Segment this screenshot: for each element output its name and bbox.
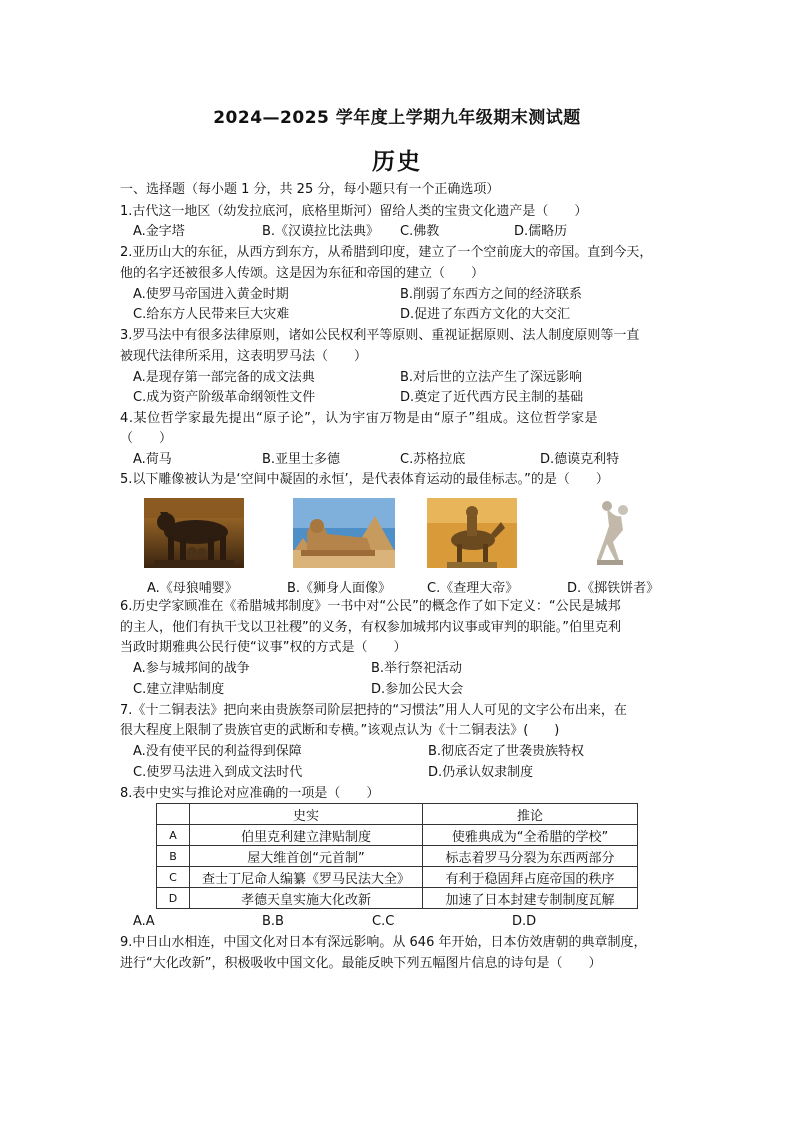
question-5-option-c: C.《查理大帝》 — [427, 581, 519, 596]
question-1-option-b: B.《汉谟拉比法典》 — [262, 224, 380, 239]
table-cell: 屋大维首创“元首制” — [190, 846, 423, 867]
question-4-option-a: A.荷马 — [133, 452, 172, 467]
question-5-option-a: A.《母狼哺婴》 — [147, 581, 238, 596]
question-2-option-b: B.削弱了东西方之间的经济联系 — [400, 287, 583, 302]
table-cell: A — [157, 825, 190, 846]
table-header: 推论 — [423, 804, 638, 825]
question-3-option-b: B.对后世的立法产生了深远影响 — [400, 370, 583, 385]
table-cell: 加速了日本封建专制制度瓦解 — [423, 888, 638, 909]
question-7-option-b: B.彻底否定了世袭贵族特权 — [428, 744, 585, 759]
question-9-stem-2: 进行“大化改新”，积极吸收中国文化。最能反映下列五幅图片信息的诗句是（ ） — [120, 956, 602, 971]
table-cell: 伯里克利建立津贴制度 — [190, 825, 423, 846]
question-4-option-b: B.亚里士多德 — [262, 452, 341, 467]
table-cell: D — [157, 888, 190, 909]
question-1-option-c: C.佛教 — [400, 224, 440, 239]
question-1-stem: 1.古代这一地区（幼发拉底河，底格里斯河）留给人类的宝贵文化遗产是（ ） — [120, 204, 588, 219]
question-8-option-c: C.C — [372, 914, 395, 929]
question-1-option-a: A.金字塔 — [133, 224, 185, 239]
question-4-option-c: C.苏格拉底 — [400, 452, 466, 467]
question-2-option-c: C.给东方人民带来巨大灾难 — [133, 307, 290, 322]
table-cell: 孝德天皇实施大化改新 — [190, 888, 423, 909]
question-9-stem-1: 9.中日山水相连，中国文化对日本有深远影响。从 646 年开始，日本仿效唐朝的典章制度， — [120, 935, 647, 950]
question-7-option-c: C.使罗马法进入到成文法时代 — [133, 765, 303, 780]
question-6-stem-3: 当政时期雅典公民行使“议事”权的方式是（ ） — [120, 640, 407, 655]
question-8-stem: 8.表中史实与推论对应准确的一项是（ ） — [120, 786, 380, 801]
question-1-option-d: D.儒略历 — [514, 224, 568, 239]
question-8-option-a: A.A — [133, 914, 155, 929]
question-3-stem-1: 3.罗马法中有很多法律原则，诸如公民权利平等原则、重视证据原则、法人制度原则等一直 — [120, 328, 640, 343]
table-cell: 查士丁尼命人编纂《罗马民法大全》 — [190, 867, 423, 888]
question-3-option-a: A.是现存第一部完备的成文法典 — [133, 370, 315, 385]
question-6-option-b: B.举行祭祀活动 — [371, 661, 463, 676]
table-cell: 使雅典成为“全希腊的学校” — [423, 825, 638, 846]
question-3-stem-2: 被现代法律所采用，这表明罗马法（ ） — [120, 349, 368, 364]
subject-title: 历史 — [372, 149, 422, 175]
table-cell: 有利于稳固拜占庭帝国的秩序 — [423, 867, 638, 888]
table-row — [157, 867, 638, 888]
question-7-stem-1: 7.《十二铜表法》把向来由贵族祭司阶层把持的“习惯法”用人人可见的文字公布出来，在 — [120, 703, 627, 718]
question-3-option-d: D.奠定了近代西方民主制的基础 — [400, 390, 584, 405]
table-cell: C — [157, 867, 190, 888]
question-4-option-d: D.德谟克利特 — [540, 452, 620, 467]
question-2-stem-1: 2.亚历山大的东征，从西方到东方，从希腊到印度，建立了一个空前庞大的帝国。直到今天， — [120, 245, 653, 260]
table-header: 史实 — [190, 804, 423, 825]
question-8-option-b: B.B — [262, 914, 284, 929]
table-row — [157, 846, 638, 867]
question-6-option-a: A.参与城邦间的战争 — [133, 661, 250, 676]
table-cell: B — [157, 846, 190, 867]
facts-table — [156, 803, 638, 909]
question-6-stem-1: 6.历史学家顾准在《希腊城邦制度》一书中对“公民”的概念作了如下定义：“公民是城邦 — [120, 599, 621, 614]
she-wolf-statue-image — [144, 498, 244, 568]
question-6-stem-2: 的主人，他们有执干戈以卫社稷”的义务，有权参加城邦内议事或审判的职能。”伯里克利 — [120, 620, 621, 635]
question-5-stem: 5.以下雕像被认为是‘空间中凝固的永恒’，是代表体育运动的最佳标志。”的是（ ） — [120, 472, 609, 487]
question-5-option-b: B.《狮身人面像》 — [287, 581, 392, 596]
table-header — [157, 804, 190, 825]
question-2-option-a: A.使罗马帝国进入黄金时期 — [133, 287, 289, 302]
question-8-option-d: D.D — [512, 914, 537, 929]
table-row — [157, 888, 638, 909]
section-heading: 一、选择题（每小题 1 分，共 25 分，每小题只有一个正确选项） — [120, 182, 500, 197]
table-header-row — [157, 804, 638, 825]
exam-title: 2024—2025 学年度上学期九年级期末测试题 — [213, 108, 581, 128]
question-6-option-d: D.参加公民大会 — [371, 682, 464, 697]
question-5-option-d: D.《掷铁饼者》 — [567, 581, 660, 596]
sphinx-image — [293, 498, 395, 568]
charlemagne-statue-image — [427, 498, 517, 568]
question-7-option-a: A.没有使平民的利益得到保障 — [133, 744, 302, 759]
question-2-option-d: D.促进了东西方文化的大交汇 — [400, 307, 571, 322]
table-cell: 标志着罗马分裂为东西两部分 — [423, 846, 638, 867]
question-4-stem-1: 4.某位哲学家最先提出“原子论”，认为宇宙万物是由“原子”组成。这位哲学家是 — [120, 411, 599, 426]
question-3-option-c: C.成为资产阶级革命纲领性文件 — [133, 390, 316, 405]
question-6-option-c: C.建立津贴制度 — [133, 682, 225, 697]
question-2-stem-2: 他的名字还被很多人传颂。这是因为东征和帝国的建立（ ） — [120, 266, 485, 281]
question-7-stem-2: 很大程度上限制了贵族官吏的武断和专横。”该观点认为《十二铜表法》( ) — [120, 723, 560, 738]
discobolus-statue-image — [583, 498, 643, 568]
question-7-option-d: D.仍承认奴隶制度 — [428, 765, 534, 780]
table-row — [157, 825, 638, 846]
question-4-stem-2: （ ） — [120, 431, 173, 446]
